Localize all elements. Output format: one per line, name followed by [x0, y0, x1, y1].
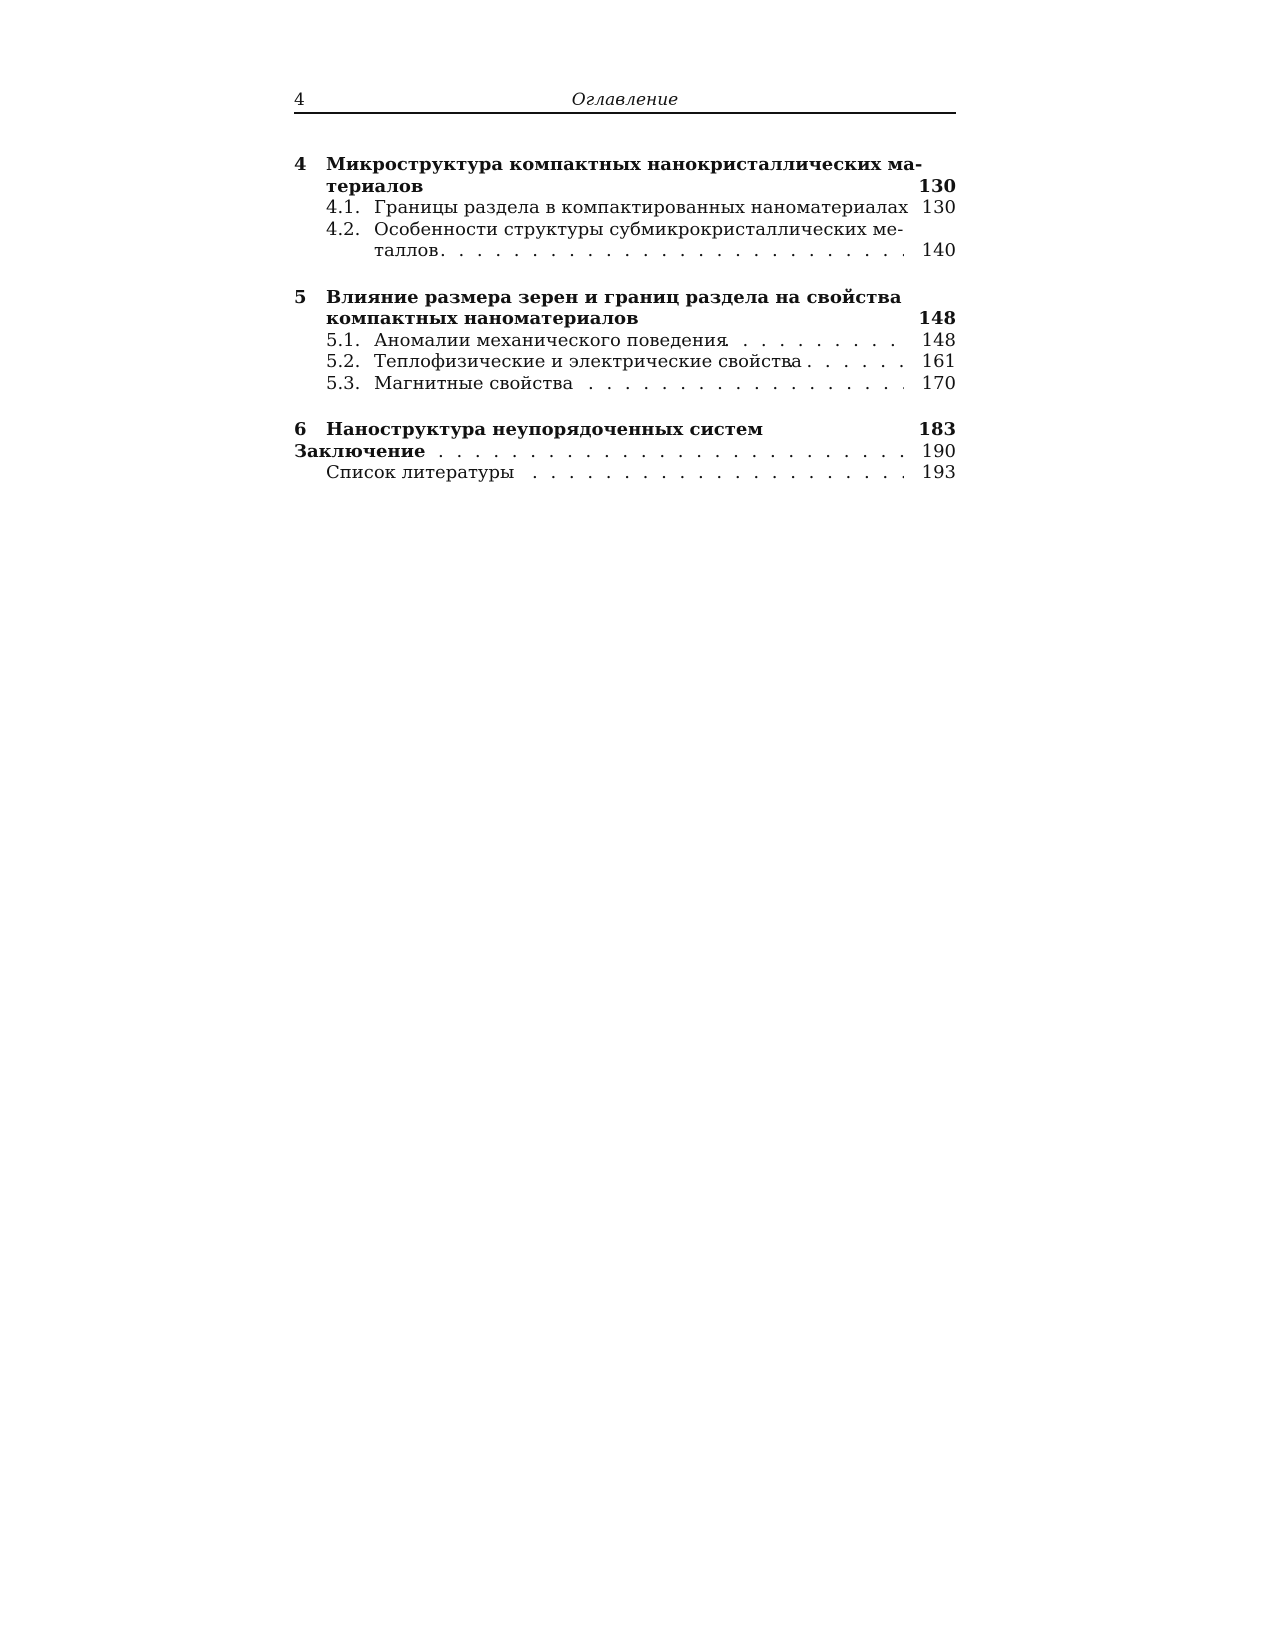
section-page: 170: [921, 372, 956, 394]
section-page: 140: [921, 240, 956, 261]
chapter-title: Микроструктура компактных нанокристаллических ма-: [326, 154, 923, 175]
conclusion-title: Заключение: [294, 440, 426, 462]
chapter-page: 148: [918, 308, 956, 329]
section-title: Теплофизические и электрические свойства: [374, 351, 802, 372]
toc-section-4-2[interactable]: [294, 219, 956, 241]
section-title: Особенности структуры субмикрокристаллических ме-: [374, 218, 904, 240]
conclusion-page: 190: [921, 440, 956, 462]
chapter-title: Наноструктура неупорядоченных систем: [326, 419, 764, 440]
section-title-cont: таллов: [374, 240, 439, 261]
table-of-contents: [294, 154, 956, 484]
section-number: 5.3.: [326, 372, 361, 394]
toc-section-5-1[interactable]: [294, 330, 956, 352]
chapter-title-cont: териалов: [326, 175, 424, 197]
toc-chapter-4[interactable]: [294, 154, 956, 176]
chapter-title-cont: компактных наноматериалов: [326, 308, 639, 329]
toc-section-5-3[interactable]: [294, 373, 956, 395]
header-page-number: 4: [294, 90, 305, 110]
toc-section-4-1[interactable]: [294, 197, 956, 219]
dot-leader: [440, 240, 904, 262]
section-title: Аномалии механического поведения: [374, 329, 728, 351]
toc-chapter-5[interactable]: [294, 287, 956, 309]
toc-section-5-2[interactable]: [294, 351, 956, 373]
page: [294, 88, 956, 484]
references-page: 193: [921, 462, 956, 483]
running-header: [294, 88, 956, 114]
section-title: Магнитные свойства: [374, 372, 574, 394]
chapter-page: 130: [918, 175, 956, 197]
dot-leader: [788, 351, 904, 373]
section-page: 130: [921, 197, 956, 218]
section-number: 4.1.: [326, 197, 361, 218]
section-page: 148: [921, 329, 956, 351]
header-title: Оглавление: [571, 90, 679, 110]
section-page: 161: [921, 351, 956, 372]
dot-leader: [532, 462, 904, 484]
toc-conclusion[interactable]: [294, 441, 956, 463]
dot-leader: [724, 330, 904, 352]
toc-chapter-4-cont[interactable]: [294, 176, 956, 198]
chapter-page: 183: [918, 419, 956, 440]
chapter-number: 4: [294, 154, 307, 175]
toc-references[interactable]: [294, 462, 956, 484]
toc-chapter-6[interactable]: [294, 419, 956, 441]
references-title: Список литературы: [326, 462, 515, 483]
dot-leader: [438, 441, 904, 463]
section-number: 5.2.: [326, 351, 361, 372]
toc-section-4-2-cont[interactable]: [294, 240, 956, 262]
dot-leader: [588, 373, 904, 395]
section-title: Границы раздела в компактированных наноматериалах: [374, 197, 909, 218]
chapter-number: 5: [294, 286, 307, 308]
section-number: 4.2.: [326, 218, 361, 240]
chapter-number: 6: [294, 419, 307, 440]
toc-chapter-5-cont[interactable]: [294, 308, 956, 330]
section-number: 5.1.: [326, 329, 361, 351]
chapter-title: Влияние размера зерен и границ раздела на свойства: [326, 286, 902, 308]
